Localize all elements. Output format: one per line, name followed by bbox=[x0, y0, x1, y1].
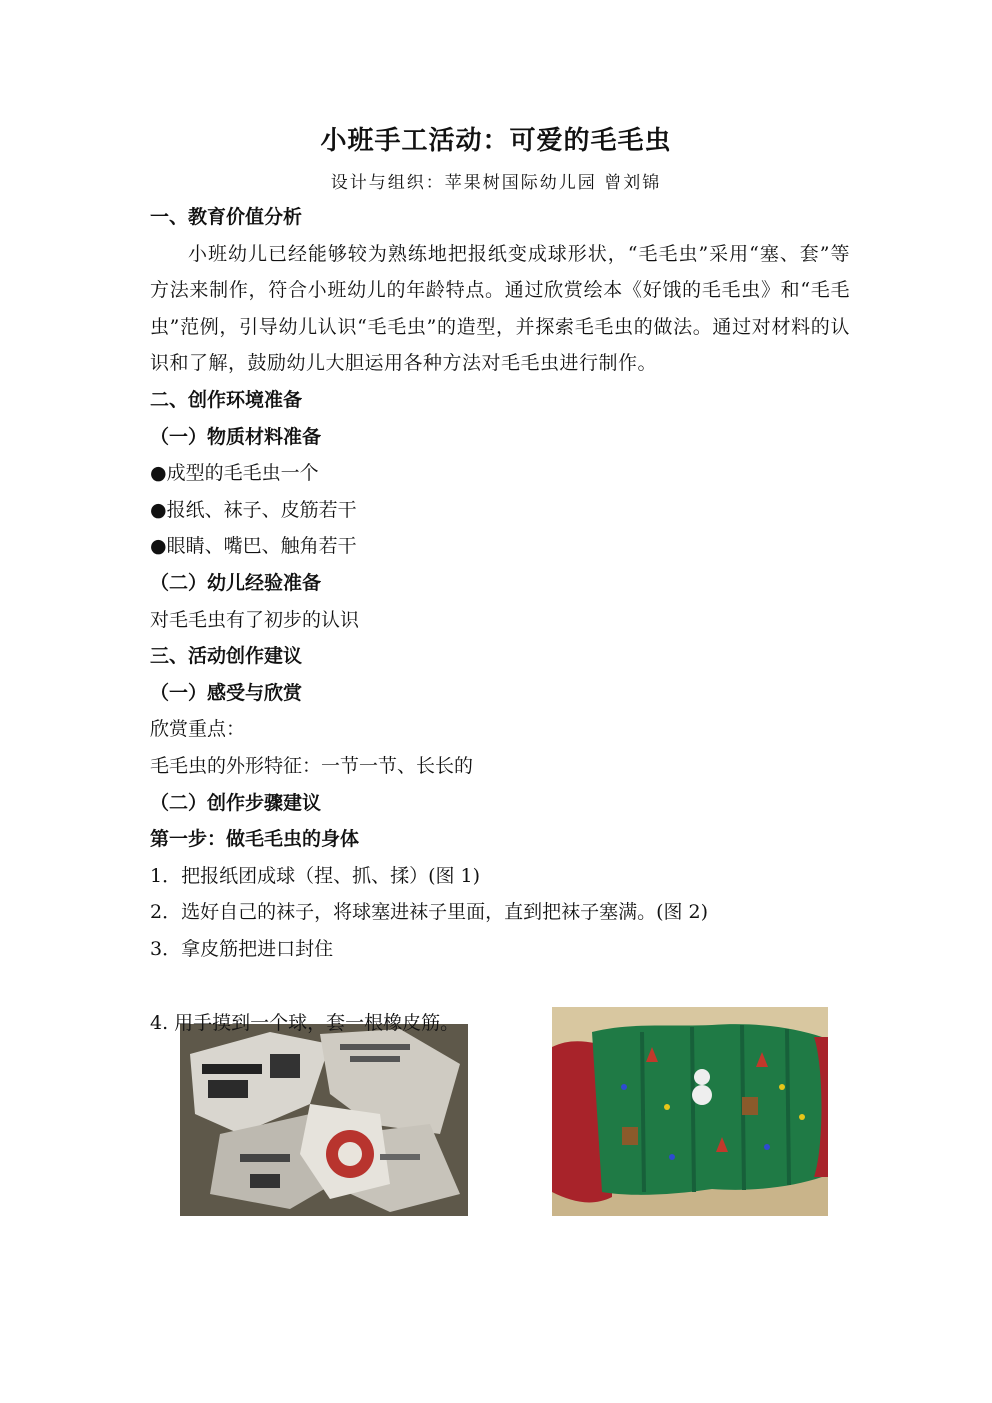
step-item: 2．选好自己的袜子，将球塞进袜子里面，直到把袜子塞满。(图 2) bbox=[150, 901, 709, 924]
section1-heading: 一、教育价值分析 bbox=[150, 206, 303, 228]
section3-heading: 三、活动创作建议 bbox=[150, 645, 303, 668]
bullet-item: ● 眼睛、嘴巴、触角若干 bbox=[150, 528, 850, 565]
section3-sub2: （二）创作步骤建议 bbox=[150, 791, 322, 814]
bullet-item: ● 成型的毛毛虫一个 bbox=[150, 455, 850, 492]
section2-sub2-text: 对毛毛虫有了初步的认识 bbox=[150, 608, 360, 631]
section2-sub1: （一）物质材料准备 bbox=[150, 425, 322, 448]
document-title: 小班手工活动：可爱的毛毛虫 bbox=[320, 126, 672, 156]
step-item: 1．把报纸团成球（捏、抓、揉）(图 1) bbox=[150, 864, 481, 887]
document-body bbox=[150, 199, 850, 967]
document-subtitle: 设计与组织：苹果树国际幼儿园 曾刘锦 bbox=[330, 173, 662, 193]
step-item: 4. 用手摸到一个球，套一根橡皮筋。 bbox=[150, 1012, 460, 1034]
focus-label: 欣赏重点： bbox=[150, 718, 246, 741]
section3-sub1: （一）感受与欣赏 bbox=[150, 681, 303, 704]
step-item: 3．拿皮筋把进口封住 bbox=[150, 937, 334, 960]
section2-heading: 二、创作环境准备 bbox=[150, 388, 303, 411]
bullet-item: ● 报纸、袜子、皮筋若干 bbox=[150, 492, 850, 529]
crumpled-newspaper-photo bbox=[180, 1024, 468, 1216]
stuffed-sock-photo bbox=[552, 1007, 828, 1216]
section2-sub2: （二）幼儿经验准备 bbox=[150, 571, 322, 594]
focus-text: 毛毛虫的外形特征：一节一节、长长的 bbox=[150, 754, 474, 777]
section1-paragraph: 小班幼儿已经能够较为熟练地把报纸变成球形状，“毛毛虫”采用“塞、套”等方法来制作，符合小班幼儿的年龄特点。通过欣赏绘本《好饿的毛毛虫》和“毛毛虫”范例，引导幼儿认识“毛毛虫”的造型，并探索毛毛虫的做法。通过对材料的认识和了解，鼓励幼儿大胆运用各种方法对毛毛虫进行制作。 bbox=[150, 242, 850, 375]
step-heading: 第一步：做毛毛虫的身体 bbox=[150, 828, 360, 851]
